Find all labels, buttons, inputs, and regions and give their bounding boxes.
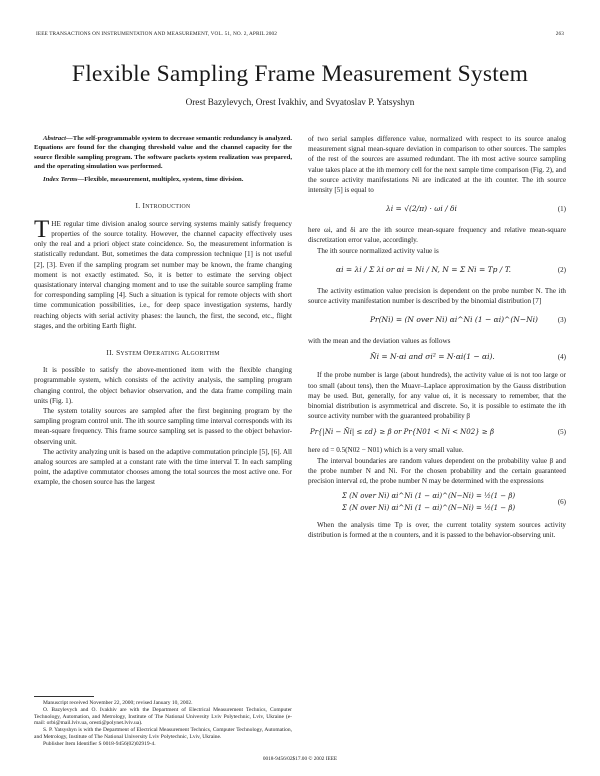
footnote-pii: Publisher Item Identifier S 0018-9456(02)02919-4.: [43, 740, 156, 747]
algo-paragraph-2: The system totality sources are sampled after the first beginning program by the sampling program control unit. The ith source sampling time interval corresponds with its mean-square frequency. This frame source sampling set is passed to the object behavior-observing unit.: [34, 406, 292, 446]
right-paragraph-2: here ωi, and δi are the ith source mean-square frequency and relative mean-square discretization error value, accordingly.: [308, 226, 566, 245]
equation-2: [308, 259, 566, 283]
author-list: Orest Bazylevych, Orest Ivakhiv, and Svyatoslav P. Yatsyshyn: [185, 97, 415, 107]
abstract-label: Abstract: [43, 135, 67, 142]
equation-5-number: (5): [557, 428, 566, 437]
equation-6-line-2: Σ (N over Ni) αi^Ni (1 − αi)^(N−Ni) = ½(1 − β): [342, 504, 516, 513]
equation-1: [308, 198, 566, 222]
footnote: [34, 696, 292, 748]
algo-paragraph-1: It is possible to satisfy the above-mentioned item with the flexible changing programmable system, which consists of the activity analysis, the sampling program changing control, the object behavior observation, and the data frame compiling main units (Fig. 1).: [34, 366, 292, 405]
equation-4: [308, 349, 566, 367]
equation-4-number: (4): [557, 353, 566, 362]
equation-3: [308, 309, 566, 333]
drop-cap: T: [34, 215, 50, 243]
intro-paragraph: [34, 215, 292, 331]
abstract-text: —The self-programmable system to decrease semantic redundancy is analyzed. Equations are found for the changing threshold value and the channel capacity for the source flexible sampling program. The software packets system realization was prepared, and the operating simulation was performed.: [34, 135, 292, 170]
left-column: [34, 134, 292, 488]
equation-4-body: N̄i = N·αi and σi² = N·αi(1 − αi).: [370, 352, 495, 362]
index-terms-label: Index Terms: [43, 176, 78, 184]
equation-1-body: λi = √(2/π) · ωi / δi: [386, 204, 457, 214]
equation-6-line-1: Σ (N over Ni) αi^Ni (1 − αi)^(N−Ni) = ½(1 − β): [342, 492, 516, 501]
running-header: [36, 31, 564, 37]
right-paragraph-5: with the mean and the deviation values as follows: [308, 337, 451, 346]
journal-header: IEEE TRANSACTIONS ON INSTRUMENTATION AND MEASUREMENT, VOL. 51, NO. 2, APRIL 2002: [36, 31, 278, 37]
equation-6: [308, 489, 566, 517]
right-paragraph-3: The ith source normalized activity value is: [317, 246, 439, 255]
right-paragraph-1: of two serial samples difference value, normalized with respect to its source analog measurement signal mean-square deviation in comparison to other sources. The samples of the rest of the sources are assumed redundant. The ith most active source sampling value takes place at the ith memory cell for the next sample time comparison (Fig. 2), and the source activity manifestations Ni are indicated at the ith counter. The ith source intensity [5] is equal to: [308, 135, 566, 195]
footnote-rule: [34, 696, 94, 697]
right-paragraph-9: When the analysis time Tp is over, the current totality system sources activity distribution is formed at the n counters, and it is passed to the behavior-observing unit.: [308, 521, 566, 540]
equation-5: [308, 424, 566, 442]
equation-3-number: (3): [557, 316, 566, 325]
section-title-algorithm: II. SYSTEM OPERATING ALGORITHM: [106, 347, 220, 357]
equation-1-number: (1): [557, 205, 566, 214]
equation-3-body: Pr(Ni) = (N over Ni) αi^Ni (1 − αi)^(N−Ni): [370, 315, 538, 325]
footnote-affiliation-2: S. P. Yatsyshyn is with the Department of Electrical Measurement Technics, Computer Technology, Automation, and Metrology, Institute of The National University Lviv Polytechnic, Lviv, Ukraine.: [34, 727, 292, 740]
section-title-introduction: I. INTRODUCTION: [135, 201, 191, 211]
right-paragraph-8: The interval boundaries are random values dependent on the probability value β and the probe number N and Ni. For the chosen probability and the certain guaranteed precision interval εd, the probe number N may be determined with the expressions: [308, 456, 566, 486]
equation-6-number: (6): [557, 498, 566, 507]
page-number: 263: [555, 31, 564, 37]
copyright-footer: 0018-9456/02$17.00 © 2002 IEEE: [262, 756, 338, 762]
index-terms-text: —Flexible, measurement, multiplex, system, time division.: [77, 176, 244, 184]
right-paragraph-6: If the probe number is large (about hundreds), the activity value αi is not too large or too small (about tens), then the Muavr–Laplace approximation by the Gauss distribution may be used. But, generally, for any value αi, it is necessary to remember, that the binomial distribution is asymmetrical and discrete. So, it is possible to estimate the ith source activity number with the guaranteed probability β: [308, 371, 566, 421]
right-paragraph-7: here εd = 0.5(N02 − N01) which is a very small value.: [308, 446, 464, 455]
equation-5-body: Pr{|Ni − N̄i| ≤ εd} ≥ β or Pr{N01 < Ni < N02} ≥ β: [310, 428, 495, 437]
abstract: [34, 134, 292, 171]
algo-paragraph-3: The activity analyzing unit is based on the adaptive commutation principle [5], [6]. All analog sources are sampled at a constant rate with the time interval T. In each sampling point, the adaptive commutator chooses among the total sources the most active one. For example, the chosen source has the largest: [34, 447, 292, 487]
right-paragraph-4: The activity estimation value precision is dependent on the probe number N. The ith source activity manifestation number is described by the binomial distribution [7]: [308, 286, 566, 306]
footnote-received: Manuscript received November 22, 2000; revised January 10, 2002.: [43, 700, 193, 706]
paper-title: Flexible Sampling Frame Measurement System: [71, 61, 529, 87]
intro-text: HE regular time division analog source serving systems mainly satisfy frequency properties of the source totality. However, the channel capacity effectively uses only the real and a priori object state coincidence. So, the measurement information is statistically redundant. But, sometimes the data compression technique [1] is not useful [2], [3]. Even if the sampling program set number may be known, the frame changing moment is not exactly estimated. So, it is better to estimate the serving object quasistationary interval changing moment and to use the suitable source sampling frame for corresponding sampling [4]. Such a situation is typical for remote objects with short time communication possibilities, i.e., for deep space investigation systems, hardly reaching objects with serial activity phases: the launch, the first, the second, etc., flight stages, and the orbiting Earth flight.: [34, 219, 292, 330]
equation-2-number: (2): [557, 265, 566, 274]
right-column: [308, 134, 566, 541]
footnote-affiliation-1: O. Bazylevych and O. Ivakhiv are with the Department of Electrical Measurement Technics, Computer Technology, Automation, and Metrology, Institute of The National University Lviv Polytechnic, Lviv, Ukraine (e-mail: orbi@mail.lviv.ua, oresti@polynet.lviv.ua).: [34, 706, 292, 727]
equation-2-body: αi = λi / Σ λi or αi = Ni / N, N = Σ Ni = Tp / T.: [336, 264, 511, 274]
index-terms: [34, 175, 292, 184]
